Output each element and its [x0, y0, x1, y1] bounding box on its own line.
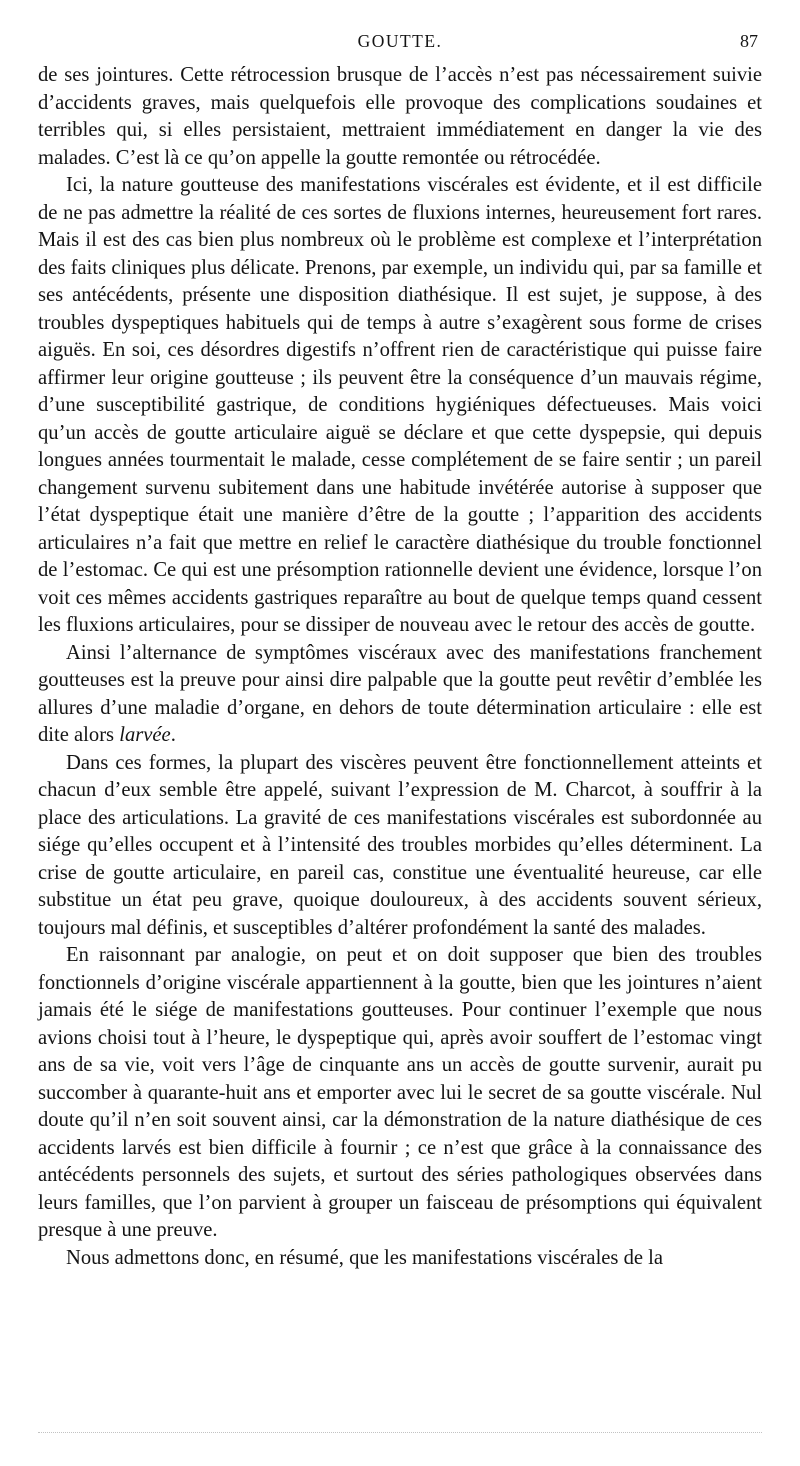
paragraph-text: Ainsi l’alternance de symptômes viscéraux avec des manifestations franchement goutteuses est la preuve pour ainsi dire palpable que la goutte peut revêtir d’emblée les allures d’une maladie d’organe, en dehors de toute détermination articulaire : elle est dite alors [38, 641, 762, 746]
paragraph-larvee [38, 640, 762, 750]
paragraph-continues: Nous admettons donc, en résumé, que les manifestations viscérales de la [66, 1246, 664, 1269]
paragraph: En raisonnant par analogie, on peut et on doit supposer que bien des troubles fonctionnels d’origine viscérale appartiennent à la goutte, bien que les jointures n’aient jamais été le siége de manifestations goutteuses. Pour continuer l’exemple que nous avions choisi tout à l’heure, le dyspeptique qui, après avoir souffert de l’estomac vingt ans de sa vie, voit vers l’âge de cinquante ans un accès de goutte survenir, aurait pu succomber à quarante-huit ans et emporter avec lui le secret de sa goutte viscérale. Nul doute qu’il n’en soit souvent ainsi, car la démonstration de la nature diathésique de ces accidents larvés est bien difficile à fournir ; ce n’est que grâce à la connaissance des antécédents personnels des sujets, et surtout des séries pathologiques observées dans leurs familles, que l’on parvient à grouper un faisceau de présomptions qui équivalent presque à une preuve. [38, 944, 762, 1241]
page-number: 87 [740, 31, 758, 51]
paragraph: Ici, la nature goutteuse des manifestations viscérales est évidente, et il est difficile de ne pas admettre la réalité de ces sortes de fluxions internes, heureusement fort rares. Mais il est des cas bien plus nombreux où le problème est complexe et l’interprétation des faits cliniques plus délicate. Prenons, par exemple, un individu qui, par sa famille et ses antécédents, présente une disposition diathésique. Il est sujet, je suppose, à des troubles dyspeptiques habituels qui de temps à autre s’exagèrent sous forme de crises aiguës. En soi, ces désordres digestifs n’offrent rien de caractéristique qui puisse faire affirmer leur origine goutteuse ; ils peuvent être la conséquence d’un mauvais régime, d’une susceptibilité gastrique, de conditions hygiéniques défectueuses. Mais voici qu’un accès de goutte articulaire aiguë se déclare et que cette dyspepsie, qui depuis longues années tourmentait le malade, cesse complétement de se faire sentir ; un pareil changement survenu subitement dans une habitude invétérée autorise à supposer que l’état dyspeptique était une manière d’être de la goutte ; l’apparition des accidents articulaires n’a fait que mettre en relief le caractère diathésique du trouble fonctionnel de l’estomac. Ce qui est une présomption rationnelle devient une évidence, lorsque l’on voit ces mêmes accidents gastriques reparaître au bout de quelque temps quand cessent les fluxions articulaires, pour se dissiper de nouveau avec le retour des accès de goutte. [38, 174, 762, 636]
paragraph-continued: de ses jointures. Cette rétrocession brusque de l’accès n’est pas nécessairement suivie d’accidents graves, mais quelquefois elle provoque des complications soudaines et terribles qui, si elles persistaient, mettraient immédiatement en danger la vie des malades. C’est là ce qu’on appelle la goutte remontée ou rétrocédée. [38, 64, 762, 169]
paragraph: Dans ces formes, la plupart des viscères peuvent être fonctionnellement atteints et chacun d’eux semble être appelé, suivant l’expression de M. Charcot, à souffrir à la place des articulations. La gravité de ces manifestations viscérales est subordonnée au siége qu’elles occupent et à l’intensité des troubles morbides qu’elles déterminent. La crise de goutte articulaire, en pareil cas, constitue une éventualité heureuse, car elle substitue un état peu grave, quoique douloureux, à des accidents souvent sérieux, toujours mal définis, et susceptibles d’altérer profondément la santé des malades. [38, 751, 762, 939]
page-bottom-rule [38, 1432, 762, 1433]
running-title: GOUTTE. [357, 31, 443, 51]
body-text [38, 62, 762, 1272]
italic-term: larvée [119, 724, 171, 746]
running-header [38, 31, 762, 57]
paragraph-text-end: . [170, 724, 176, 746]
